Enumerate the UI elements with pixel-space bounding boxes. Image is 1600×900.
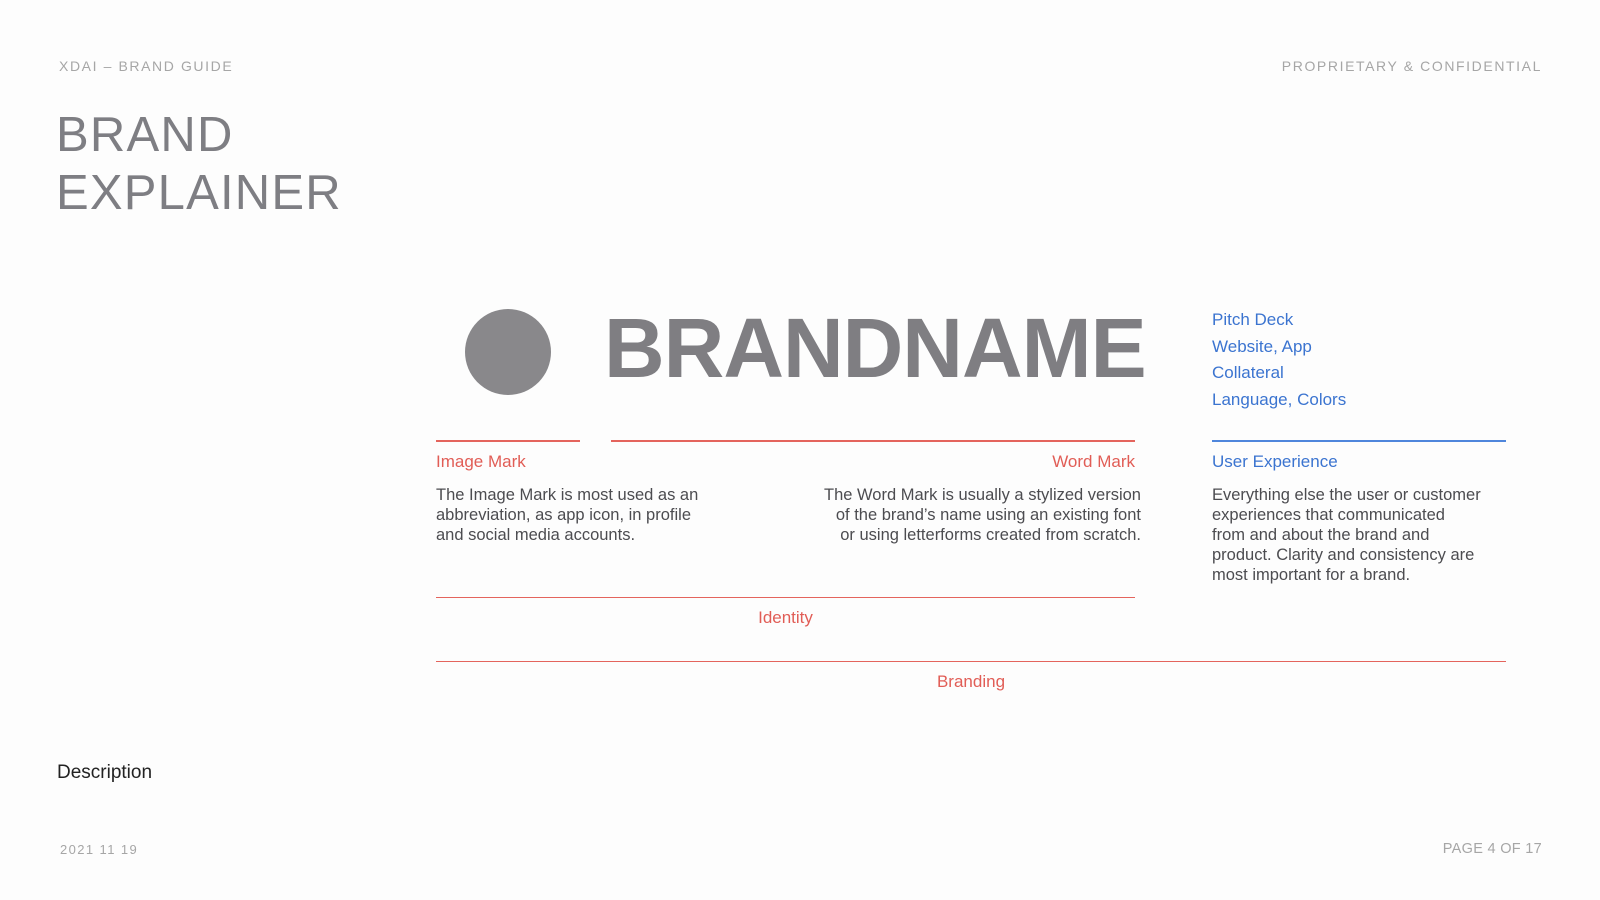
page-title-line-2: EXPLAINER (56, 166, 342, 220)
user-experience-list (1212, 307, 1346, 413)
image-mark-label: Image Mark (436, 452, 526, 471)
ux-desc-line: most important for a brand. (1212, 566, 1411, 584)
word-mark-description (780, 485, 1141, 545)
branding-label: Branding (936, 672, 1006, 691)
header-confidential: PROPRIETARY & CONFIDENTIAL (1281, 58, 1542, 74)
image-mark-desc-line: and social media accounts. (436, 526, 636, 544)
word-mark-desc-line: or using letterforms created from scratch. (840, 526, 1141, 544)
image-mark-desc-line: The Image Mark is most used as an (436, 486, 699, 504)
word-mark-rule (611, 440, 1135, 442)
ux-item-website-app[interactable]: Website, App (1212, 336, 1312, 356)
footer-date: 2021 11 19 (60, 842, 139, 857)
identity-rule (436, 597, 1135, 598)
word-mark-text: BRANDNAME (604, 301, 1146, 395)
identity-label: Identity (758, 608, 813, 627)
image-mark-circle (465, 309, 551, 395)
image-mark-rule (436, 440, 580, 442)
page-title (56, 106, 342, 222)
word-mark-desc-line: of the brand’s name using an existing font (835, 506, 1141, 524)
ux-item-collateral[interactable]: Collateral (1212, 363, 1284, 382)
footer-page-number: PAGE 4 OF 17 (1442, 841, 1542, 857)
word-mark-label: Word Mark (1052, 452, 1135, 471)
word-mark-desc-line: The Word Mark is usually a stylized version (824, 486, 1141, 504)
ux-desc-line: experiences that communicated (1212, 506, 1445, 524)
header-doc-title: XDAI – BRAND GUIDE (59, 58, 234, 74)
branding-rule (436, 661, 1506, 662)
image-mark-description (436, 485, 698, 545)
ux-item-language-colors[interactable]: Language, Colors (1212, 389, 1347, 409)
ux-desc-line: product. Clarity and consistency are (1212, 546, 1475, 564)
ux-desc-line: from and about the brand and (1212, 526, 1430, 544)
image-mark-desc-line: abbreviation, as app icon, in profile (436, 506, 691, 524)
ux-desc-line: Everything else the user or customer (1212, 486, 1481, 504)
ux-item-pitch-deck[interactable]: Pitch Deck (1212, 310, 1294, 329)
user-experience-label: User Experience (1212, 452, 1338, 471)
page-title-line-1: BRAND (56, 108, 234, 162)
description-label: Description (57, 762, 153, 783)
user-experience-description (1212, 485, 1481, 585)
user-experience-rule (1212, 440, 1506, 442)
